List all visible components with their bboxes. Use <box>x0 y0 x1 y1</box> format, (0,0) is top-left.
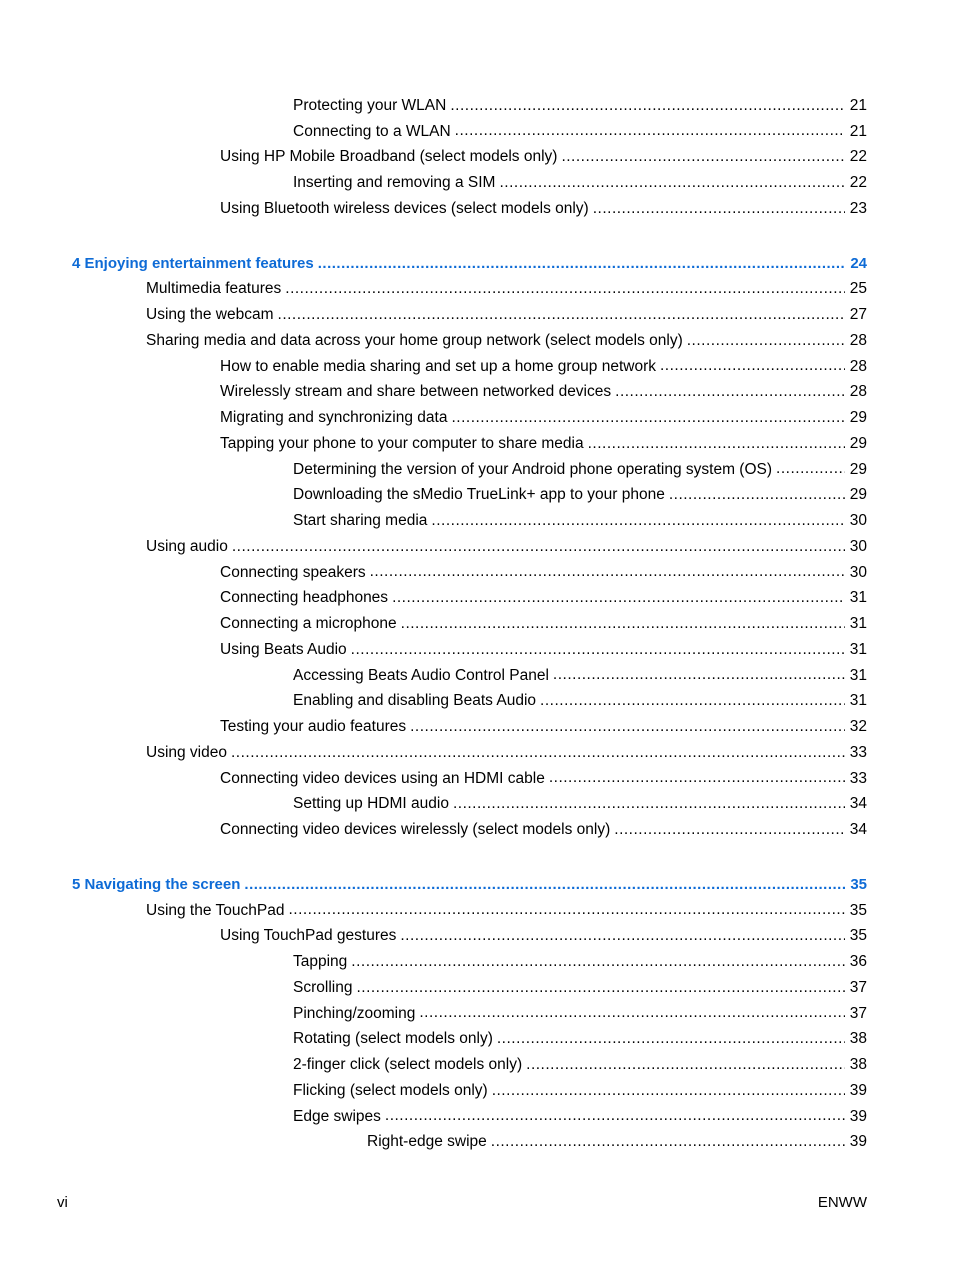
dot-leader <box>540 692 845 711</box>
toc-entry-title: Using HP Mobile Broadband (select models only) <box>220 148 558 166</box>
toc-entry[interactable] <box>0 508 954 534</box>
toc-entry-title: Using the webcam <box>146 306 274 324</box>
toc-entry-page: 32 <box>849 718 867 736</box>
toc-entry-page: 29 <box>849 486 867 504</box>
toc-entry[interactable] <box>0 380 954 406</box>
dot-leader <box>614 821 845 840</box>
toc-entry[interactable] <box>0 740 954 766</box>
toc-entry[interactable] <box>0 663 954 689</box>
toc-entry[interactable] <box>0 817 954 843</box>
dot-leader <box>351 953 845 972</box>
toc-entry-title: Determining the version of your Android phone operating system (OS) <box>293 460 773 478</box>
dot-leader <box>318 255 845 273</box>
dot-leader <box>593 200 845 219</box>
toc-entry[interactable] <box>0 1130 954 1156</box>
toc-entry-page: 23 <box>849 199 867 217</box>
toc-entry-title: 2-finger click (select models only) <box>293 1056 523 1074</box>
dot-leader <box>385 1107 845 1126</box>
dot-leader <box>370 563 845 582</box>
toc-entry-title: Using Bluetooth wireless devices (select models only) <box>220 199 589 217</box>
toc-entry-page: 25 <box>849 280 867 298</box>
toc-entry-title: 5 Navigating the screen <box>72 876 241 894</box>
toc-entry-page: 31 <box>849 640 867 658</box>
toc-entry-page: 30 <box>849 512 867 530</box>
toc-entry-page: 22 <box>849 174 867 192</box>
toc-entry[interactable] <box>0 898 954 924</box>
dot-leader <box>431 512 845 531</box>
toc-entry-title: Flicking (select models only) <box>293 1081 488 1099</box>
toc-entry[interactable] <box>0 689 954 715</box>
toc-entry[interactable] <box>0 949 954 975</box>
toc-entry[interactable] <box>0 560 954 586</box>
toc-entry-title: Using TouchPad gestures <box>220 927 397 945</box>
toc-entry-page: 35 <box>849 927 867 945</box>
toc-entry-page: 36 <box>849 953 867 971</box>
toc-entry-page: 31 <box>849 666 867 684</box>
dot-leader <box>288 901 845 920</box>
toc-entry[interactable] <box>0 457 954 483</box>
toc-entry-page: 38 <box>849 1056 867 1074</box>
toc-entry-page: 22 <box>849 148 867 166</box>
dot-leader <box>451 409 845 428</box>
toc-entry-page: 24 <box>850 255 867 273</box>
toc-entry-title: Connecting video devices using an HDMI cable <box>220 769 545 787</box>
dot-leader <box>400 927 845 946</box>
toc-entry[interactable] <box>0 145 954 171</box>
toc-entry[interactable] <box>0 534 954 560</box>
toc-entry-page: 34 <box>849 821 867 839</box>
toc-entry-title: Scrolling <box>293 978 353 996</box>
toc-entry[interactable] <box>0 611 954 637</box>
table-of-contents <box>0 93 954 1155</box>
toc-entry-title: Migrating and synchronizing data <box>220 409 448 427</box>
toc-entry-page: 29 <box>849 434 867 452</box>
toc-entry-title: Testing your audio features <box>220 718 407 736</box>
dot-leader <box>285 280 845 299</box>
toc-entry[interactable] <box>0 975 954 1001</box>
toc-entry-page: 37 <box>849 1004 867 1022</box>
dot-leader <box>392 589 845 608</box>
toc-entry-title: Connecting a microphone <box>220 615 397 633</box>
dot-leader <box>453 795 845 814</box>
toc-entry[interactable] <box>0 1001 954 1027</box>
page-footer <box>57 1190 867 1214</box>
dot-leader <box>549 769 845 788</box>
toc-entry-title: Using video <box>146 743 227 761</box>
toc-entry-page: 21 <box>849 96 867 114</box>
dot-leader <box>497 1030 845 1049</box>
toc-entry-title: Protecting your WLAN <box>293 96 447 114</box>
toc-entry-page: 28 <box>849 383 867 401</box>
toc-entry-page: 33 <box>849 769 867 787</box>
toc-entry-page: 31 <box>849 589 867 607</box>
toc-entry[interactable] <box>0 93 954 119</box>
toc-entry-title: Start sharing media <box>293 512 428 530</box>
dot-leader <box>553 666 845 685</box>
toc-entry-page: 28 <box>849 331 867 349</box>
toc-entry-title: Inserting and removing a SIM <box>293 174 496 192</box>
toc-entry[interactable] <box>0 637 954 663</box>
toc-entry[interactable] <box>0 405 954 431</box>
toc-entry-title: Right-edge swipe <box>367 1133 487 1151</box>
toc-entry-title: Connecting headphones <box>220 589 389 607</box>
toc-entry-title: How to enable media sharing and set up a home group network <box>220 357 656 375</box>
dot-leader <box>615 383 845 402</box>
toc-entry[interactable] <box>0 924 954 950</box>
toc-entry-title: Using the TouchPad <box>146 901 285 919</box>
toc-entry-page: 30 <box>849 563 867 581</box>
toc-entry[interactable] <box>0 714 954 740</box>
toc-entry-title: Pinching/zooming <box>293 1004 416 1022</box>
toc-entry[interactable] <box>0 483 954 509</box>
toc-entry[interactable] <box>0 1104 954 1130</box>
dot-leader <box>660 357 845 376</box>
dot-leader <box>455 122 845 141</box>
toc-entry-page: 27 <box>849 306 867 324</box>
toc-entry-page: 30 <box>849 537 867 555</box>
toc-entry-page: 37 <box>849 978 867 996</box>
toc-entry-title: Rotating (select models only) <box>293 1030 493 1048</box>
dot-leader <box>669 486 845 505</box>
dot-leader <box>278 306 845 325</box>
toc-entry[interactable] <box>0 586 954 612</box>
toc-entry-title: Edge swipes <box>293 1107 381 1125</box>
toc-entry[interactable] <box>0 170 954 196</box>
toc-chapter-entry[interactable] <box>0 872 954 898</box>
toc-entry[interactable] <box>0 792 954 818</box>
dot-leader <box>401 615 845 634</box>
toc-entry-title: Connecting video devices wirelessly (select models only) <box>220 821 611 839</box>
dot-leader <box>244 876 845 894</box>
toc-entry-title: Using audio <box>146 537 228 555</box>
toc-entry-title: Accessing Beats Audio Control Panel <box>293 666 549 684</box>
toc-entry-title: 4 Enjoying entertainment features <box>72 255 314 273</box>
toc-entry-title: Connecting speakers <box>220 563 366 581</box>
toc-entry-title: Downloading the sMedio TrueLink+ app to your phone <box>293 486 665 504</box>
toc-entry-title: Setting up HDMI audio <box>293 795 449 813</box>
toc-entry[interactable] <box>0 277 954 303</box>
toc-entry[interactable] <box>0 119 954 145</box>
toc-entry-title: Connecting to a WLAN <box>293 122 451 140</box>
toc-entry-page: 31 <box>849 615 867 633</box>
toc-entry-title: Tapping your phone to your computer to share media <box>220 434 584 452</box>
toc-entry-page: 33 <box>849 743 867 761</box>
dot-leader <box>492 1082 845 1101</box>
toc-entry-page: 35 <box>850 876 867 894</box>
dot-leader <box>232 538 845 557</box>
dot-leader <box>419 1004 845 1023</box>
dot-leader <box>356 979 845 998</box>
dot-leader <box>351 641 845 660</box>
toc-entry-page: 31 <box>849 692 867 710</box>
toc-entry-page: 39 <box>849 1133 867 1151</box>
toc-entry[interactable] <box>0 354 954 380</box>
toc-entry-title: Enabling and disabling Beats Audio <box>293 692 537 710</box>
dot-leader <box>231 744 845 763</box>
toc-entry-title: Multimedia features <box>146 280 282 298</box>
toc-entry-page: 34 <box>849 795 867 813</box>
dot-leader <box>491 1133 845 1152</box>
toc-entry-title: Using Beats Audio <box>220 640 347 658</box>
toc-entry[interactable] <box>0 1027 954 1053</box>
toc-entry-page: 29 <box>849 460 867 478</box>
toc-entry-page: 35 <box>849 901 867 919</box>
toc-entry-page: 39 <box>849 1107 867 1125</box>
toc-entry-page: 28 <box>849 357 867 375</box>
document-code: ENWW <box>817 1193 867 1211</box>
dot-leader <box>450 97 845 116</box>
toc-entry[interactable] <box>0 431 954 457</box>
dot-leader <box>687 332 845 351</box>
toc-entry[interactable] <box>0 328 954 354</box>
toc-entry-title: Tapping <box>293 953 348 971</box>
toc-entry-page: 21 <box>849 122 867 140</box>
toc-entry-title: Sharing media and data across your home group network (select models only) <box>146 331 683 349</box>
dot-leader <box>561 148 845 167</box>
toc-entry[interactable] <box>0 196 954 222</box>
toc-entry-page: 38 <box>849 1030 867 1048</box>
toc-entry[interactable] <box>0 1078 954 1104</box>
toc-entry-page: 39 <box>849 1081 867 1099</box>
dot-leader <box>410 718 845 737</box>
dot-leader <box>526 1056 845 1075</box>
dot-leader <box>499 174 845 193</box>
toc-chapter-entry[interactable] <box>0 251 954 277</box>
dot-leader <box>588 435 845 454</box>
toc-entry[interactable] <box>0 766 954 792</box>
page-number-label: vi <box>57 1193 68 1211</box>
dot-leader <box>776 460 845 479</box>
toc-entry[interactable] <box>0 302 954 328</box>
toc-entry-title: Wirelessly stream and share between networked devices <box>220 383 612 401</box>
toc-entry-page: 29 <box>849 409 867 427</box>
toc-entry[interactable] <box>0 1052 954 1078</box>
